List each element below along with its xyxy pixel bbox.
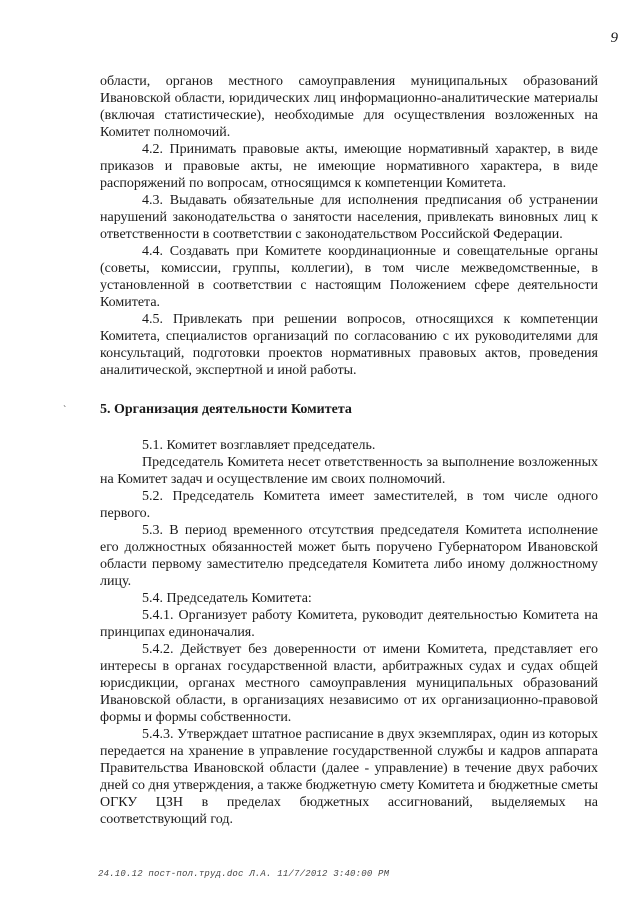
paragraph-5-4: 5.4. Председатель Комитета:: [142, 591, 312, 606]
paragraph-5-4-3: 5.4.3. Утверждает штатное расписание в двух экземплярах, один из которых передается на хранение в управление государственной службы и кадров аппарата Правительства Ивановской области (далее - управление) в течение двух рабочих дней со дня утверждения, а также бюджетную смету Комитета и бюджетные сметы ОГКУ ЦЗН в пределах бюджетных ассигнований, выделяемых на соответствующий год.: [100, 727, 598, 827]
paragraph-5-4-1: 5.4.1. Организует работу Комитета, руководит деятельностью Комитета на принципах единоначалия.: [100, 608, 598, 640]
paragraph-4-5: 4.5. Привлекать при решении вопросов, относящихся к компетенции Комитета, специалистов организаций по согласованию с их руководителями для консультаций, подготовки проектов нормативных правовых актов, проведения аналитической, экспертной и иной работы.: [100, 312, 598, 378]
paragraph-5-1-b: Председатель Комитета несет ответственность за выполнение возложенных на Комитет задач и осуществление им своих полномочий.: [100, 455, 598, 487]
section-heading: 5. Организация деятельности Комитета: [100, 402, 352, 417]
paragraph-5-4-2: 5.4.2. Действует без доверенности от имени Комитета, представляет его интересы в органах государственной власти, арбитражных судах и судах общей юрисдикции, органах местного самоуправления муниципальных образований Ивановской области, в организациях независимо от их организационно-правовой формы и формы собственности.: [100, 642, 598, 725]
paragraph-4-4: 4.4. Создавать при Комитете координационные и совещательные органы (советы, комиссии, группы, коллегии), в том числе межведомственные, в установленной в соответствии с настоящим Положением сфере деятельности Комитета.: [100, 244, 598, 310]
paragraph-5-3: 5.3. В период временного отсутствия председателя Комитета исполнение его должностных обязанностей может быть поручено Губернатором Ивановской области первому заместителю председателя Комитета либо иному должностному лицу.: [100, 523, 598, 589]
paragraph-5-2: 5.2. Председатель Комитета имеет заместителей, в том числе одного первого.: [100, 489, 598, 521]
paragraph-5-1: 5.1. Комитет возглавляет председатель.: [142, 438, 376, 453]
paragraph-intro: области, органов местного самоуправления муниципальных образований Ивановской области, юридических лиц информационно-аналитические материалы (включая статистические), необходимые для осуществления возложенных на Комитет полномочий.: [100, 74, 598, 140]
margin-mark: `: [63, 405, 67, 416]
paragraph-4-2: 4.2. Принимать правовые акты, имеющие нормативный характер, в виде приказов и правовые акты, не имеющие нормативного характера, в виде распоряжений по вопросам, относящимся к компетенции Комитета.: [100, 142, 598, 191]
paragraph-4-3: 4.3. Выдавать обязательные для исполнения предписания об устранении нарушений законодательства о занятости населения, привлекать виновных лиц к ответственности в соответствии с законодательством Российской Федерации.: [100, 193, 598, 242]
footer-file-info: 24.10.12 пост-пол.труд.doc Л.А. 11/7/2012 3:40:00 PM: [98, 869, 390, 879]
document-body: [100, 73, 598, 828]
page-number: 9: [610, 30, 618, 46]
